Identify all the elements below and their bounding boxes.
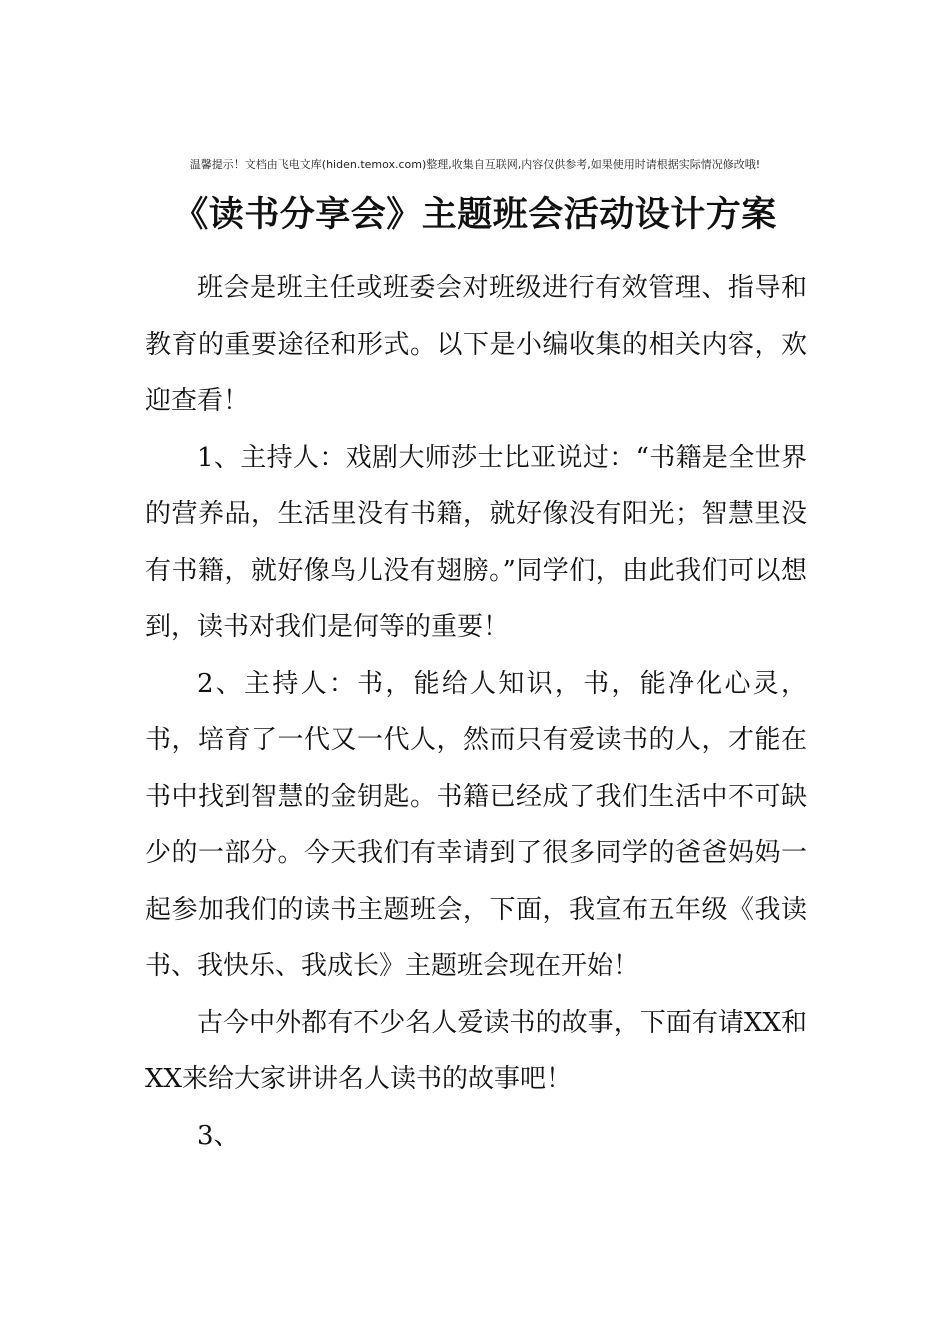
paragraph-item-2: 2、主持人：书，能给人知识，书，能净化心灵，书，培育了一代又一代人，然而只有爱读书的人，才能在书中找到智慧的金钥匙。书籍已经成了我们生活中不可缺少的一部分。今天我们有幸请到了很多同学的爸爸妈妈一起参加我们的读书主题班会，下面，我宣布五年级《我读书、我快乐、我成长》主题班会现在开始！ xyxy=(145,668,807,981)
paragraph-stories: 古今中外都有不少名人爱读书的故事，下面有请XX和XX来给大家讲讲名人读书的故事吧！ xyxy=(145,1007,807,1094)
document-body xyxy=(145,260,807,1164)
paragraph-intro: 班会是班主任或班委会对班级进行有效管理、指导和教育的重要途径和形式。以下是小编收集的相关内容，欢迎查看！ xyxy=(145,273,807,416)
paragraph-item-3: 3、 xyxy=(197,1120,240,1151)
paragraph-item-1: 1、主持人：戏剧大师莎士比亚说过：“书籍是全世界的营养品，生活里没有书籍，就好像没有阳光；智慧里没有书籍，就好像鸟儿没有翅膀。”同学们，由此我们可以想到，读书对我们是何等的重要！ xyxy=(145,442,807,642)
header-notice: 温馨提示！文档由飞电文库(hiden.temox.com)整理,收集自互联网,内容仅供参考,如果使用时请根据实际情况修改哦! xyxy=(189,158,761,171)
document-title: 《读书分享会》主题班会活动设计方案 xyxy=(173,195,777,235)
